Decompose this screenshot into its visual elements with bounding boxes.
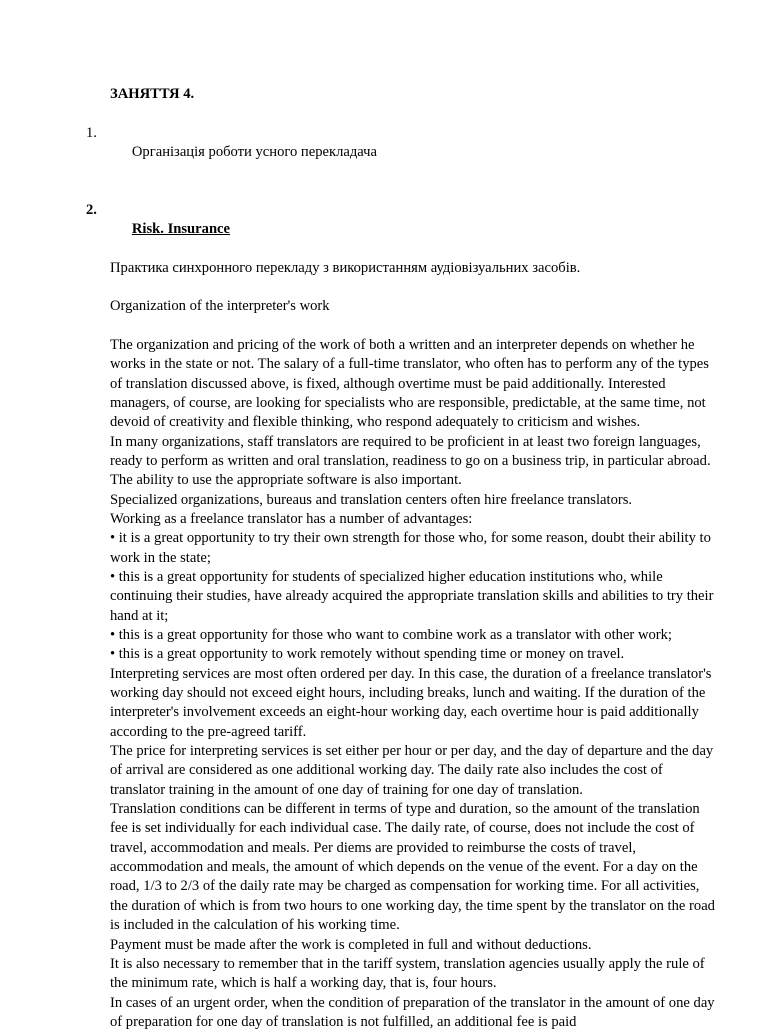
paragraph: In cases of an urgent order, when the condition of preparation of the translator in the amount of one day of preparation for one day of translation is not fulfilled, an additional fee is paid: [110, 994, 715, 1030]
paragraph: Specialized organizations, bureaus and translation centers often hire freelance translators.: [110, 491, 633, 508]
list-item: [86, 181, 720, 258]
bullet-paragraph: • this is a great opportunity to work remotely without spending time or money on travel.: [110, 646, 625, 663]
paragraph: Interpreting services are most often ordered per day. In this case, the duration of a freelance translator's working day should not exceed eight hours, including breaks, lunch and waiting. If the duration of the interpreter's involvement exceeds an eight-hour working day, each overtime hour is paid additionally according to the pre-agreed tariff.: [110, 665, 712, 740]
paragraph: Translation conditions can be different in terms of type and duration, so the amount of the translation fee is set individually for each individual case. The daily rate, of course, does not include the cost of travel, accommodation and meals. Per diems are provided to reimburse the costs of travel, accommodation and meals, the amount of which depends on the venue of the event. For a day on the road, 1/3 to 2/3 of the daily rate may be charged as compensation for working time. For all activities, the duration of which is from two hours to one working day, the time spent by the translator on the road is included in the calculation of his working time.: [110, 801, 715, 934]
practice-line: Практика синхронного перекладу з використанням аудіовізуальних засобів.: [110, 259, 581, 276]
list-item-text: Організація роботи усного перекладача: [131, 143, 377, 160]
lesson-title: ЗАНЯТТЯ 4.: [110, 86, 195, 102]
paragraph: Payment must be made after the work is completed in full and without deductions.: [110, 936, 592, 953]
list-item: [86, 104, 720, 181]
list-number: 1.: [86, 124, 97, 141]
paragraph: The price for interpreting services is set either per hour or per day, and the day of departure and the day of arrival are considered as one additional working day. The daily rate also includes the cost of translator training in the amount of one day of training for one day of translation.: [110, 743, 714, 798]
list-item-text: Risk. Insurance: [131, 221, 231, 238]
paragraph: The organization and pricing of the work of both a written and an interpreter depends on whether he works in the state or not. The salary of a full-time translator, who often has to perform any of the types of translation discussed above, is fixed, although overtime must be paid additionally. Interested managers, of course, are looking for specialists who are responsible, predictable, at the same time, not devoid of creativity and flexible thinking, who respond adequately to criticism and wishes.: [110, 336, 709, 431]
bullet-paragraph: • this is a great opportunity for students of specialized higher education institutions who, while continuing their studies, have already acquired the appropriate translation skills and abilities to try their hand at it;: [110, 568, 714, 624]
list-number: 2.: [86, 201, 97, 218]
blank-line: [110, 278, 720, 297]
body-text: [110, 336, 720, 1032]
document-content: [86, 85, 720, 1032]
paragraph: In many organizations, staff translators are required to be proficient in at least two foreign languages, ready to perform as written and oral translation, readiness to go on a business trip, in particular abroad. The ability to use the appropriate software is also important.: [110, 433, 711, 489]
paragraph: Working as a freelance translator has a number of advantages:: [110, 510, 473, 527]
section-title: Organization of the interpreter's work: [110, 298, 330, 315]
bullet-paragraph: • this is a great opportunity for those who want to combine work as a translator with other work;: [110, 627, 672, 644]
blank-line: [110, 317, 720, 336]
bullet-paragraph: • it is a great opportunity to try their own strength for those who, for some reason, doubt their ability to work in the state;: [110, 530, 711, 566]
paragraph: It is also necessary to remember that in the tariff system, translation agencies usually apply the rule of the minimum rate, which is half a working day, that is, four hours.: [110, 955, 705, 992]
